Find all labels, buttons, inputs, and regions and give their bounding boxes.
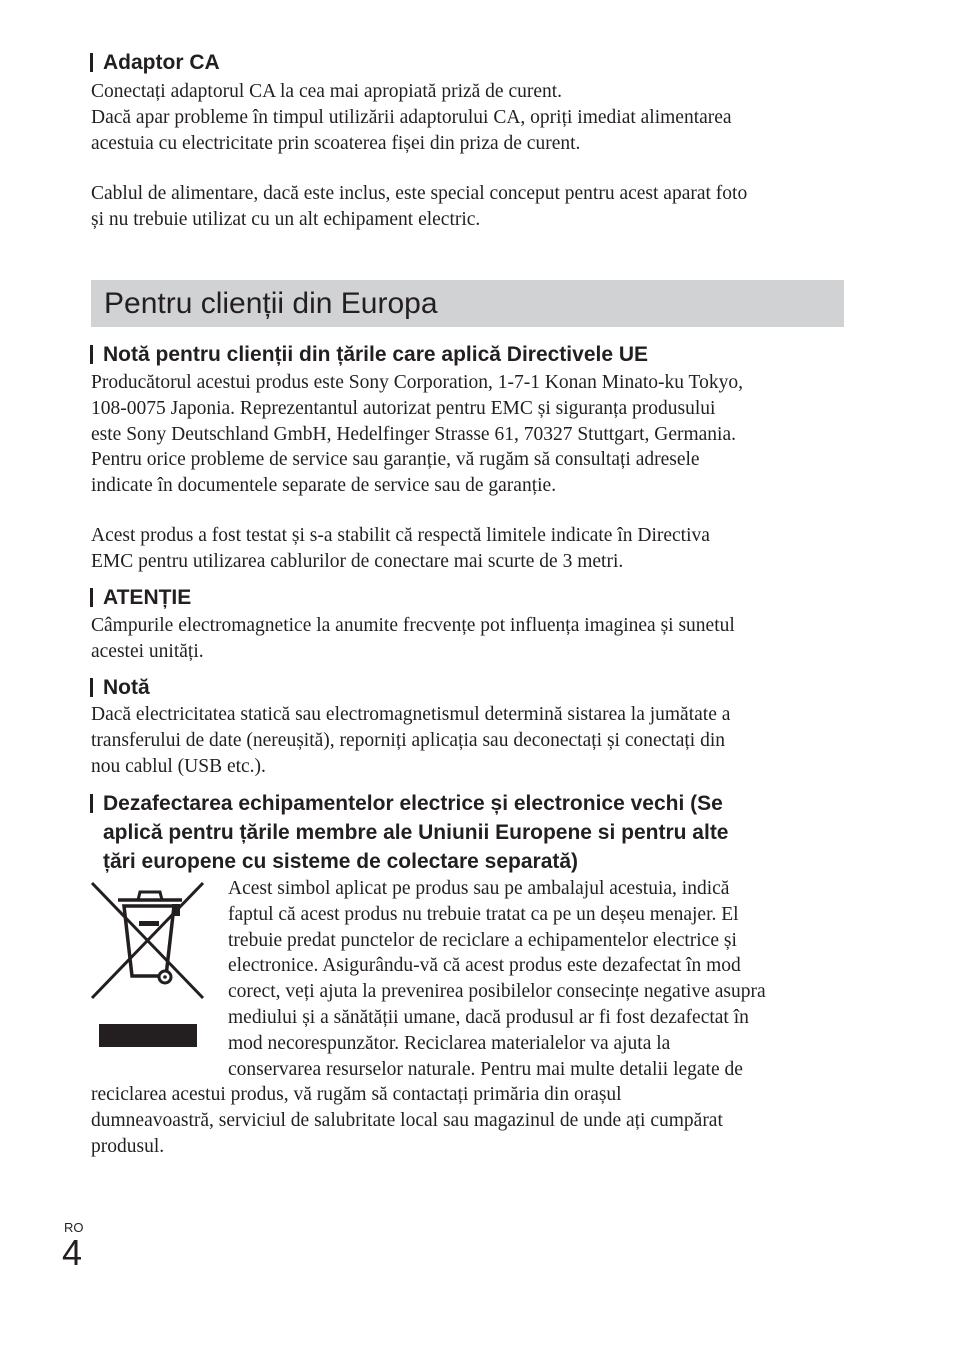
section-title: Pentru clienții din Europa [104,287,438,320]
text-line: acestei unități. [91,640,204,662]
weee-heading [90,789,850,876]
text-line: mediului și a sănătății umane, dacă produsul ar fi fost dezafectat în [228,1006,749,1028]
text-line: produsul. [91,1135,165,1157]
text-line: Conectați adaptorul CA la cea mai apropiată priză de curent. [91,81,563,102]
note-heading: Notă [90,673,850,702]
text-line: Cablul de alimentare, dacă este inclus, este special conceput pentru acest aparat foto [91,183,748,204]
text-line: și nu trebuie utilizat cu un alt echipament electric. [91,208,481,230]
text-line: transferului de date (nereușită), reporniți aplicația sau deconectați și conectați din [91,729,726,751]
text-line: reciclarea acestui produs, vă rugăm să contactați primăria din orașul [91,1084,622,1105]
weee-side-paragraph [228,876,853,1082]
heading-bar [90,794,93,813]
note-paragraph [91,702,851,779]
text-line: mod necorespunzător. Reciclarea materialelor va ajuta la [228,1032,671,1054]
adaptor-paragraph [91,79,851,156]
text-line: Acest simbol aplicat pe produs sau pe ambalajul acestuia, indică [228,878,730,899]
text-line: trebuie predat punctelor de reciclare a echipamentelor electrice și [228,929,737,951]
text-line: Dacă electricitatea statică sau electromagnetismul determină sistarea la jumătate a [91,704,731,725]
eu-note-heading: Notă pentru clienții din țările care aplică Directivele UE [90,340,850,369]
heading-bar [90,53,93,72]
heading-bar [90,345,93,364]
eu-note-paragraph [91,370,851,499]
heading-bar [90,678,93,697]
text-line: faptul că acest produs nu trebuie tratat ca pe un deșeu menajer. El [228,903,739,925]
text-line: corect, veți ajuta la prevenirea posibilelor consecințe negative asupra [228,981,766,1003]
heading-line: aplică pentru țările membre ale Uniunii Europene si pentru alte [103,821,729,844]
text-line: nou cablul (USB etc.). [91,755,266,777]
heading-line: Dezafectarea echipamentelor electrice și electronice vechi (Se [103,792,723,815]
text-line: 108-0075 Japonia. Reprezentantul autorizat pentru EMC și siguranța produsului [91,397,716,419]
crossed-out-wheelie-bin-icon [90,880,206,1050]
section-title-banner [91,280,844,327]
cable-paragraph [91,181,851,233]
text-line: Pentru orice probleme de service sau garanție, vă rugăm să consultați adresele [91,449,700,471]
language-code: RO [64,1220,84,1235]
weee-tail-paragraph [91,1082,851,1159]
heading-bar [90,588,93,607]
text-line: Producătorul acestui produs este Sony Corporation, 1-7-1 Konan Minato-ku Tokyo, [91,372,743,393]
text-line: electronice. Asigurându-vă că acest produs este dezafectat în mod [228,955,741,977]
text-line: Câmpurile electromagnetice la anumite frecvențe pot influența imaginea și sunetul [91,615,735,636]
attention-heading: ATENȚIE [90,583,850,612]
page-number: 4 [62,1232,83,1273]
text-line: este Sony Deutschland GmbH, Hedelfinger Strasse 61, 70327 Stuttgart, Germania. [91,423,736,445]
text-line: indicate în documentele separate de service sau de garanție. [91,475,557,497]
text-line: conservarea resurselor naturale. Pentru mai multe detalii legate de [228,1058,743,1080]
heading-line: țări europene cu sisteme de colectare separată) [103,850,579,873]
text-line: dumneavoastră, serviciul de salubritate local sau magazinul de unde ați cumpărat [91,1109,723,1131]
attention-paragraph [91,613,851,665]
text-line: Dacă apar probleme în timpul utilizării adaptorului CA, opriți imediat alimentarea [91,106,732,128]
adaptor-heading: Adaptor CA [90,48,850,77]
text-line: acestuia cu electricitate prin scoaterea fișei din priza de curent. [91,132,581,154]
text-line: Acest produs a fost testat și s-a stabilit că respectă limitele indicate în Directiva [91,525,710,546]
emc-paragraph [91,523,851,575]
text-line: EMC pentru utilizarea cablurilor de conectare mai scurte de 3 metri. [91,550,624,572]
